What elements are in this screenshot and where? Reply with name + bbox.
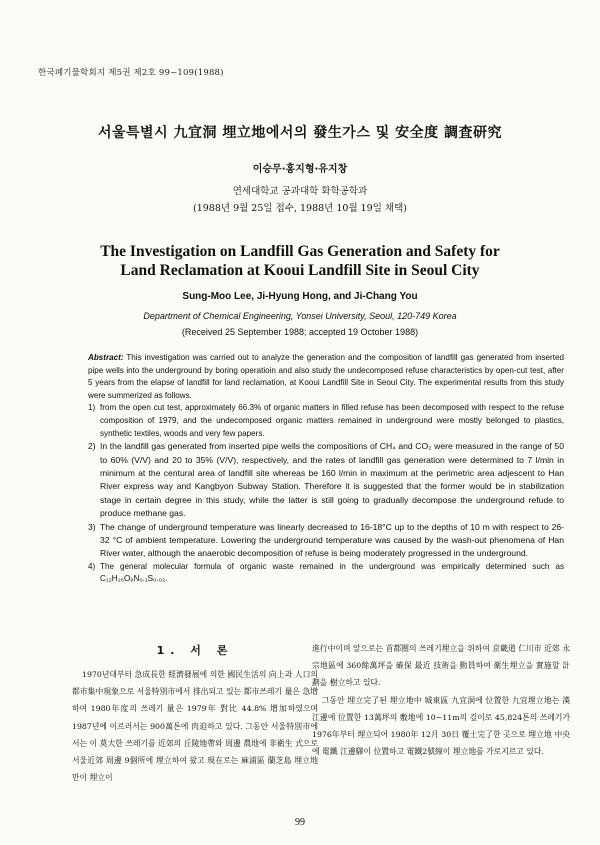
right-column-paragraph-2: 그동안 埋立完了된 埋立地中 城東區 九宜洞에 位置한 九宜埋立地는 漢江邊에 位置한 13萬坪의 敷地에 10~11m의 깊이로 45,824톤의 쓰레기가 1976年부터 埋立되어 1980年 12月 30日 覆土完了한 곳으로 埋立地 中央에 電鐵 江邊驛이 位置하고 電鐵2號線이 埋立地를 가로지르고 있다. [312, 695, 570, 757]
right-column [312, 640, 570, 760]
korean-received-date: (1988년 9월 25일 접수, 1988년 10월 19일 채택) [192, 203, 407, 214]
abstract-item-number: 4) [88, 561, 96, 571]
abstract-intro [88, 352, 564, 402]
section-heading-introduction: 1. 서 론 [156, 644, 234, 657]
english-title-line2: Land Reclamation at Kooui Landfill Site in Seoul City [120, 262, 480, 279]
korean-authors: 이승무·홍지형·유지창 [252, 164, 348, 175]
english-affiliation: Department of Chemical Engineering, Yonsei University, Seoul, 120-749 Korea [143, 311, 457, 321]
abstract-item-number: 1) [88, 403, 96, 413]
korean-title: 서울특별시 九宜洞 埋立地에서의 發生가스 및 安全度 調査研究 [97, 125, 502, 141]
korean-affiliation: 연세대학교 공과대학 화학공학과 [232, 186, 368, 197]
abstract-item-text: The general molecular formula of organic waste remained in the underground was empirically determined such as C₁₂H₂₆O₉N₀.₁S₀.₀₂. [100, 561, 564, 584]
abstract-item [88, 521, 564, 561]
abstract-label: Abstract: [88, 353, 124, 362]
english-title-line1: The Investigation on Landfill Gas Generation and Safety for [100, 243, 500, 260]
right-column-paragraph-1: 進行中이며 앞으로는 首都圈의 쓰레기埋立을 위하여 京畿道 仁川市 近郊 永宗地區에 360餘萬坪을 確保 最近 技術을 動員하여 衛生埋立을 實施할 計劃을 樹立하고 있다. [312, 644, 570, 688]
abstract-item [88, 440, 564, 520]
left-column [72, 640, 318, 786]
english-received-date: (Received 25 September 1988; accepted 19 October 1988) [181, 327, 419, 337]
abstract-intro-text: This investigation was carried out to analyze the generation and the composition of landfill gas generated from inserted pipe wells into the underground by boring operatioin and also study the undecomposed refuse characteristics by open-cut test, after 5 years from the elapse of landfill for land reclamation, at Kooui Landfill Site in Seoul City. The experimental results from this study were summerized as follows. [88, 353, 564, 400]
abstract-item-text: from the open cut test, approximately 66.3% of organic matters in filled refuse has been decomposed with respect to the refuse composition of 1979, and the undecomposed organic matters remained in underground were mostly belonged to plastics, synthetic textiles, woods and very few papers. [100, 403, 564, 438]
abstract-item-text: The change of underground temperature was linearly decreased to 16-18°C up to the depths of 10 m with respect to 26-32 °C of ambient temperature. Lowering the underground temperature was caused by the wash-out phenomena of Han River water, although the anaerobic decomposition of refuse is being moderately progressed in the underground. [100, 521, 564, 559]
abstract-item-number: 2) [88, 441, 96, 452]
abstract-item [88, 561, 564, 586]
page-number: 99 [295, 817, 305, 828]
abstract-item-text: In the landfill gas generated from inserted pipe wells the compositions of CH₄ and CO₂ were measured in the range of 50 to 60% (V/V) and 20 to 35% (V/V), respectively, and the rates of landfill gas generation were determined to 7 l/min in minimum at the centural area of landfill site whereas be 160 l/min in maximum at the perimetric area adjescent to Han River express way and Kangbyon Subway Station. Therefore it is suggested that the former would be in stabilization stage in certain degree in this study, while the latter is still going to gradually decompose the underground refude to produce methane gas. [100, 441, 564, 519]
journal-citation: 한국폐기물학회지 제5권 제2호 99~109(1988) [38, 68, 224, 78]
abstract-item [88, 402, 564, 440]
abstract-item-number: 3) [88, 521, 96, 532]
left-column-paragraph: 1970년대부터 急成長한 經濟發展에 의한 國民生活의 向上과 人口의 都市集中現象으로 서울特別市에서 排出되고 있는 都市쓰레기 量은 急增하여 1980年度의 쓰레기 量은 1979年 對比 44.8% 增加하였으며 1987년에 이르러서는 900萬톤에 肉迫하고 있다. 그동안 서울特別市에서는 이 莫大한 쓰레기를 近郊의 丘陵地帶와 周邊 農地에 非衛生 式으로 서울近郊 周邊 9個所에 埋立하여 왔고 現在로는 麻浦區 蘭芝島 埋立地만이 埋立이 [72, 670, 318, 783]
english-authors: Sung-Moo Lee, Ji-Hyung Hong, and Ji-Chang You [182, 291, 418, 302]
abstract [88, 352, 564, 586]
english-title [0, 242, 600, 280]
